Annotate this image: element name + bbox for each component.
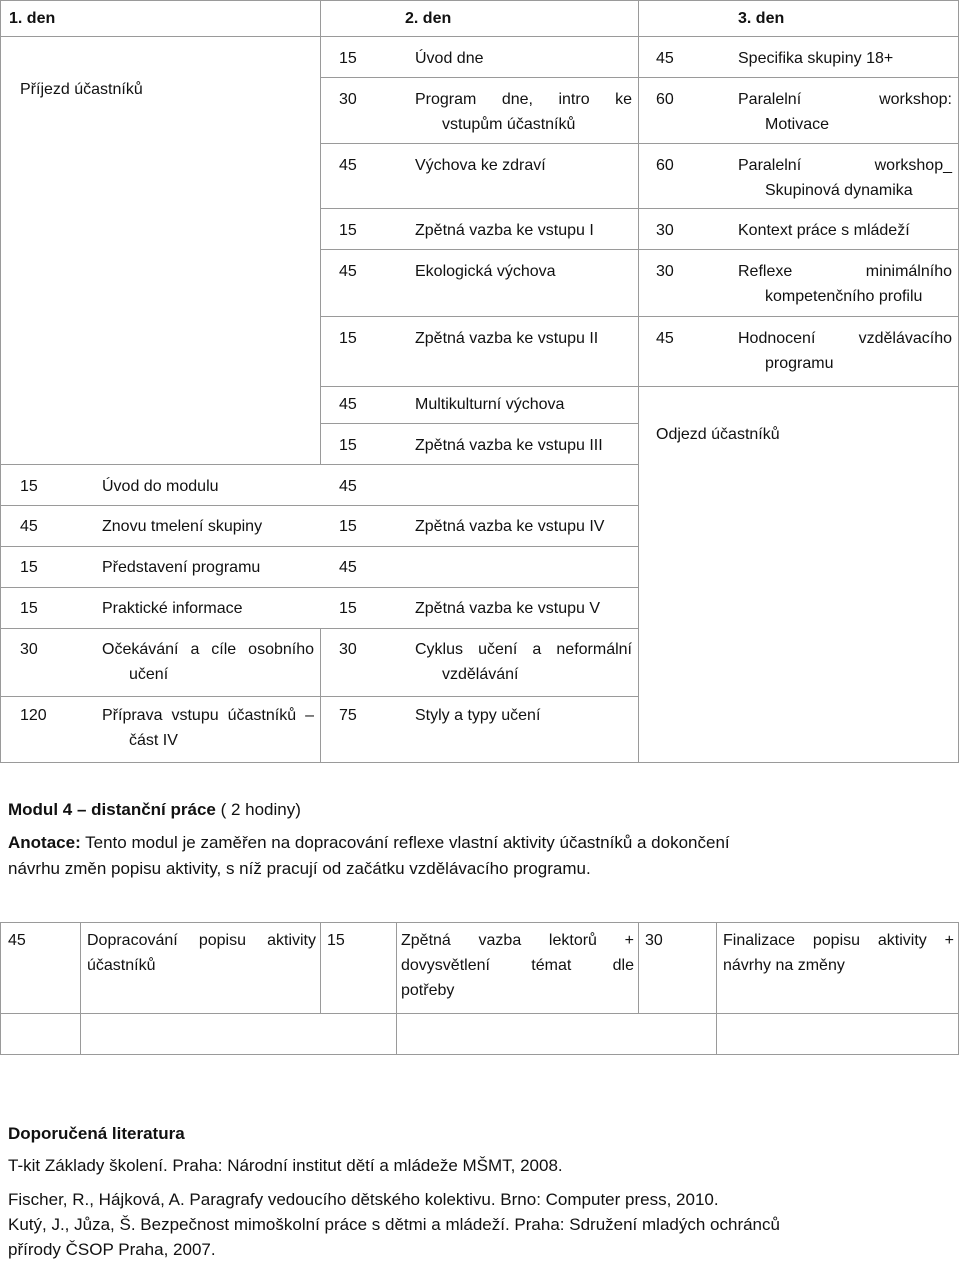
grid-line <box>958 0 959 763</box>
grid-line <box>320 316 959 317</box>
lower-row-6-b-minutes: 75 <box>339 707 357 724</box>
day2-row-6-label: Zpětná vazba ke vstupu II <box>415 330 599 347</box>
day2-row-8-minutes: 15 <box>339 437 357 454</box>
day3-row-2-minutes: 60 <box>656 91 674 108</box>
day3-row-6-label-line1: Hodnocení vzdělávacího <box>738 330 952 347</box>
m4-cell-3-minutes: 30 <box>645 932 663 949</box>
header-day1: 1. den <box>9 10 56 27</box>
grid-line <box>320 0 321 465</box>
grid-line <box>0 628 638 629</box>
day3-row-6-label-line2: programu <box>765 355 834 372</box>
lower-row-5-a-minutes: 30 <box>20 641 38 658</box>
lower-row-5-a-label-line1: Očekávání a cíle osobního <box>102 641 314 658</box>
grid-line <box>0 464 638 465</box>
lower-row-3-a-label: Představení programu <box>102 559 261 576</box>
annotation-text: Tento modul je zaměřen na dopracování reflexe vlastní aktivity účastníků a dokončení <box>80 833 730 852</box>
m4-cell-1-label-line1: Dopracování popisu aktivity <box>87 932 316 949</box>
lower-row-4-a-label: Praktické informace <box>102 600 243 617</box>
day2-row-1-label: Úvod dne <box>415 50 484 67</box>
lower-row-4-b-label: Zpětná vazba ke vstupu V <box>415 600 600 617</box>
grid-line <box>320 922 321 1014</box>
lower-row-2-b-minutes: 15 <box>339 518 357 535</box>
lower-row-5-b-minutes: 30 <box>339 641 357 658</box>
day3-row-5-minutes: 30 <box>656 263 674 280</box>
day3-row-3-label-line2: Skupinová dynamika <box>765 182 913 199</box>
grid-line <box>0 696 638 697</box>
m4-cell-2-label-line2: dovysvětlení témat dle <box>401 957 634 974</box>
grid-line <box>0 505 638 506</box>
literature-heading: Doporučená literatura <box>8 1124 185 1143</box>
module-title <box>8 797 301 823</box>
day2-row-8-label: Zpětná vazba ke vstupu III <box>415 437 603 454</box>
grid-line <box>320 208 959 209</box>
lower-row-2-a-minutes: 45 <box>20 518 38 535</box>
lower-row-2-b-label: Zpětná vazba ke vstupu IV <box>415 518 605 535</box>
literature-item-3-line1: Kutý, J., Jůza, Š. Bezpečnost mimoškolní práce s dětmi a mládeží. Praha: Sdružení mladých ochránců <box>8 1215 780 1234</box>
lower-row-5-b-label-line2: vzdělávání <box>442 666 519 683</box>
grid-line <box>958 922 959 1055</box>
departure-cell: Odjezd účastníků <box>656 426 780 443</box>
day3-row-5-label-line1: Reflexe minimálního <box>738 263 952 280</box>
day2-row-1-minutes: 15 <box>339 50 357 67</box>
grid-line <box>320 143 959 144</box>
module-title-prefix: Modul 4 <box>8 800 77 819</box>
grid-line <box>0 587 638 588</box>
lower-row-6-a-label-line1: Příprava vstupu účastníků – <box>102 707 314 724</box>
grid-line <box>0 0 959 1</box>
m4-cell-2-label-line3: potřeby <box>401 982 455 999</box>
header-day3: 3. den <box>738 10 785 27</box>
grid-line <box>396 922 397 1055</box>
annotation-label: Anotace: <box>8 833 81 852</box>
grid-line <box>0 36 959 37</box>
grid-line <box>0 1054 959 1055</box>
day3-row-6-minutes: 45 <box>656 330 674 347</box>
lower-row-1-a-label: Úvod do modulu <box>102 478 219 495</box>
grid-line <box>716 922 717 1055</box>
literature-item-3-line2: přírody ČSOP Praha, 2007. <box>8 1240 216 1259</box>
day2-row-3-minutes: 45 <box>339 157 357 174</box>
arrival-cell: Příjezd účastníků <box>20 81 143 98</box>
day2-row-5-minutes: 45 <box>339 263 357 280</box>
grid-line <box>320 386 959 387</box>
lower-row-2-a-label: Znovu tmelení skupiny <box>102 518 263 535</box>
day2-row-5-label: Ekologická výchova <box>415 263 556 280</box>
lower-row-1-b-minutes: 45 <box>339 478 357 495</box>
grid-line <box>638 0 639 763</box>
grid-line <box>0 1013 959 1014</box>
grid-line <box>0 762 959 763</box>
lower-row-4-b-minutes: 15 <box>339 600 357 617</box>
grid-line <box>0 922 959 923</box>
annotation-line2: návrhu změn popisu aktivity, s níž pracují od začátku vzdělávacího programu. <box>8 859 591 878</box>
day2-row-6-minutes: 15 <box>339 330 357 347</box>
day2-row-4-label: Zpětná vazba ke vstupu I <box>415 222 594 239</box>
literature-item-1: T-kit Základy školení. Praha: Národní institut dětí a mládeže MŠMT, 2008. <box>8 1156 563 1175</box>
day2-row-7-label: Multikulturní výchova <box>415 396 565 413</box>
lower-row-6-a-label-line2: část IV <box>129 732 178 749</box>
grid-line <box>0 922 1 1055</box>
grid-line <box>320 249 959 250</box>
day2-row-4-minutes: 15 <box>339 222 357 239</box>
lower-row-5-a-label-line2: učení <box>129 666 169 683</box>
day2-row-2-minutes: 30 <box>339 91 357 108</box>
grid-line <box>320 77 959 78</box>
grid-line <box>320 628 321 763</box>
m4-cell-1-label-line2: účastníků <box>87 957 156 974</box>
day3-row-2-label-line2: Motivace <box>765 116 830 133</box>
m4-cell-2-label-line1: Zpětná vazba lektorů + <box>401 932 634 949</box>
lower-row-3-a-minutes: 15 <box>20 559 38 576</box>
module-title-name: distanční práce <box>86 800 216 819</box>
day2-row-3-label: Výchova ke zdraví <box>415 157 546 174</box>
header-day2: 2. den <box>405 10 452 27</box>
grid-line <box>320 423 638 424</box>
day3-row-1-label: Specifika skupiny 18+ <box>738 50 894 67</box>
lower-row-6-b-label: Styly a typy učení <box>415 707 541 724</box>
day3-row-5-label-line2: kompetenčního profilu <box>765 288 923 305</box>
module-title-hours: ( 2 hodiny) <box>215 800 301 819</box>
day3-row-2-label-line1: Paralelní workshop: <box>738 91 952 108</box>
day2-row-2-label-line1: Program dne, intro ke <box>415 91 632 108</box>
grid-line <box>80 922 81 1055</box>
lower-row-3-b-minutes: 45 <box>339 559 357 576</box>
day3-row-1-minutes: 45 <box>656 50 674 67</box>
grid-line <box>0 546 638 547</box>
day3-row-4-label: Kontext práce s mládeží <box>738 222 910 239</box>
literature-item-2: Fischer, R., Hájková, A. Paragrafy vedoucího dětského kolektivu. Brno: Computer press, 2010. <box>8 1190 719 1209</box>
lower-row-4-a-minutes: 15 <box>20 600 38 617</box>
m4-cell-1-minutes: 45 <box>8 932 26 949</box>
day2-row-2-label-line2: vstupům účastníků <box>442 116 576 133</box>
m4-cell-3-label-line2: návrhy na změny <box>723 957 845 974</box>
lower-row-5-b-label-line1: Cyklus učení a neformální <box>415 641 632 658</box>
grid-line <box>638 922 639 1014</box>
day3-row-3-label-line1: Paralelní workshop_ <box>738 157 952 174</box>
lower-row-1-a-minutes: 15 <box>20 478 38 495</box>
module-title-dash: – <box>76 800 87 819</box>
day3-row-3-minutes: 60 <box>656 157 674 174</box>
lower-row-6-a-minutes: 120 <box>20 707 47 724</box>
day3-row-4-minutes: 30 <box>656 222 674 239</box>
m4-cell-3-label-line1: Finalizace popisu aktivity + <box>723 932 954 949</box>
annotation-line1 <box>8 830 730 856</box>
day2-row-7-minutes: 45 <box>339 396 357 413</box>
m4-cell-2-minutes: 15 <box>327 932 345 949</box>
grid-line <box>0 0 1 763</box>
